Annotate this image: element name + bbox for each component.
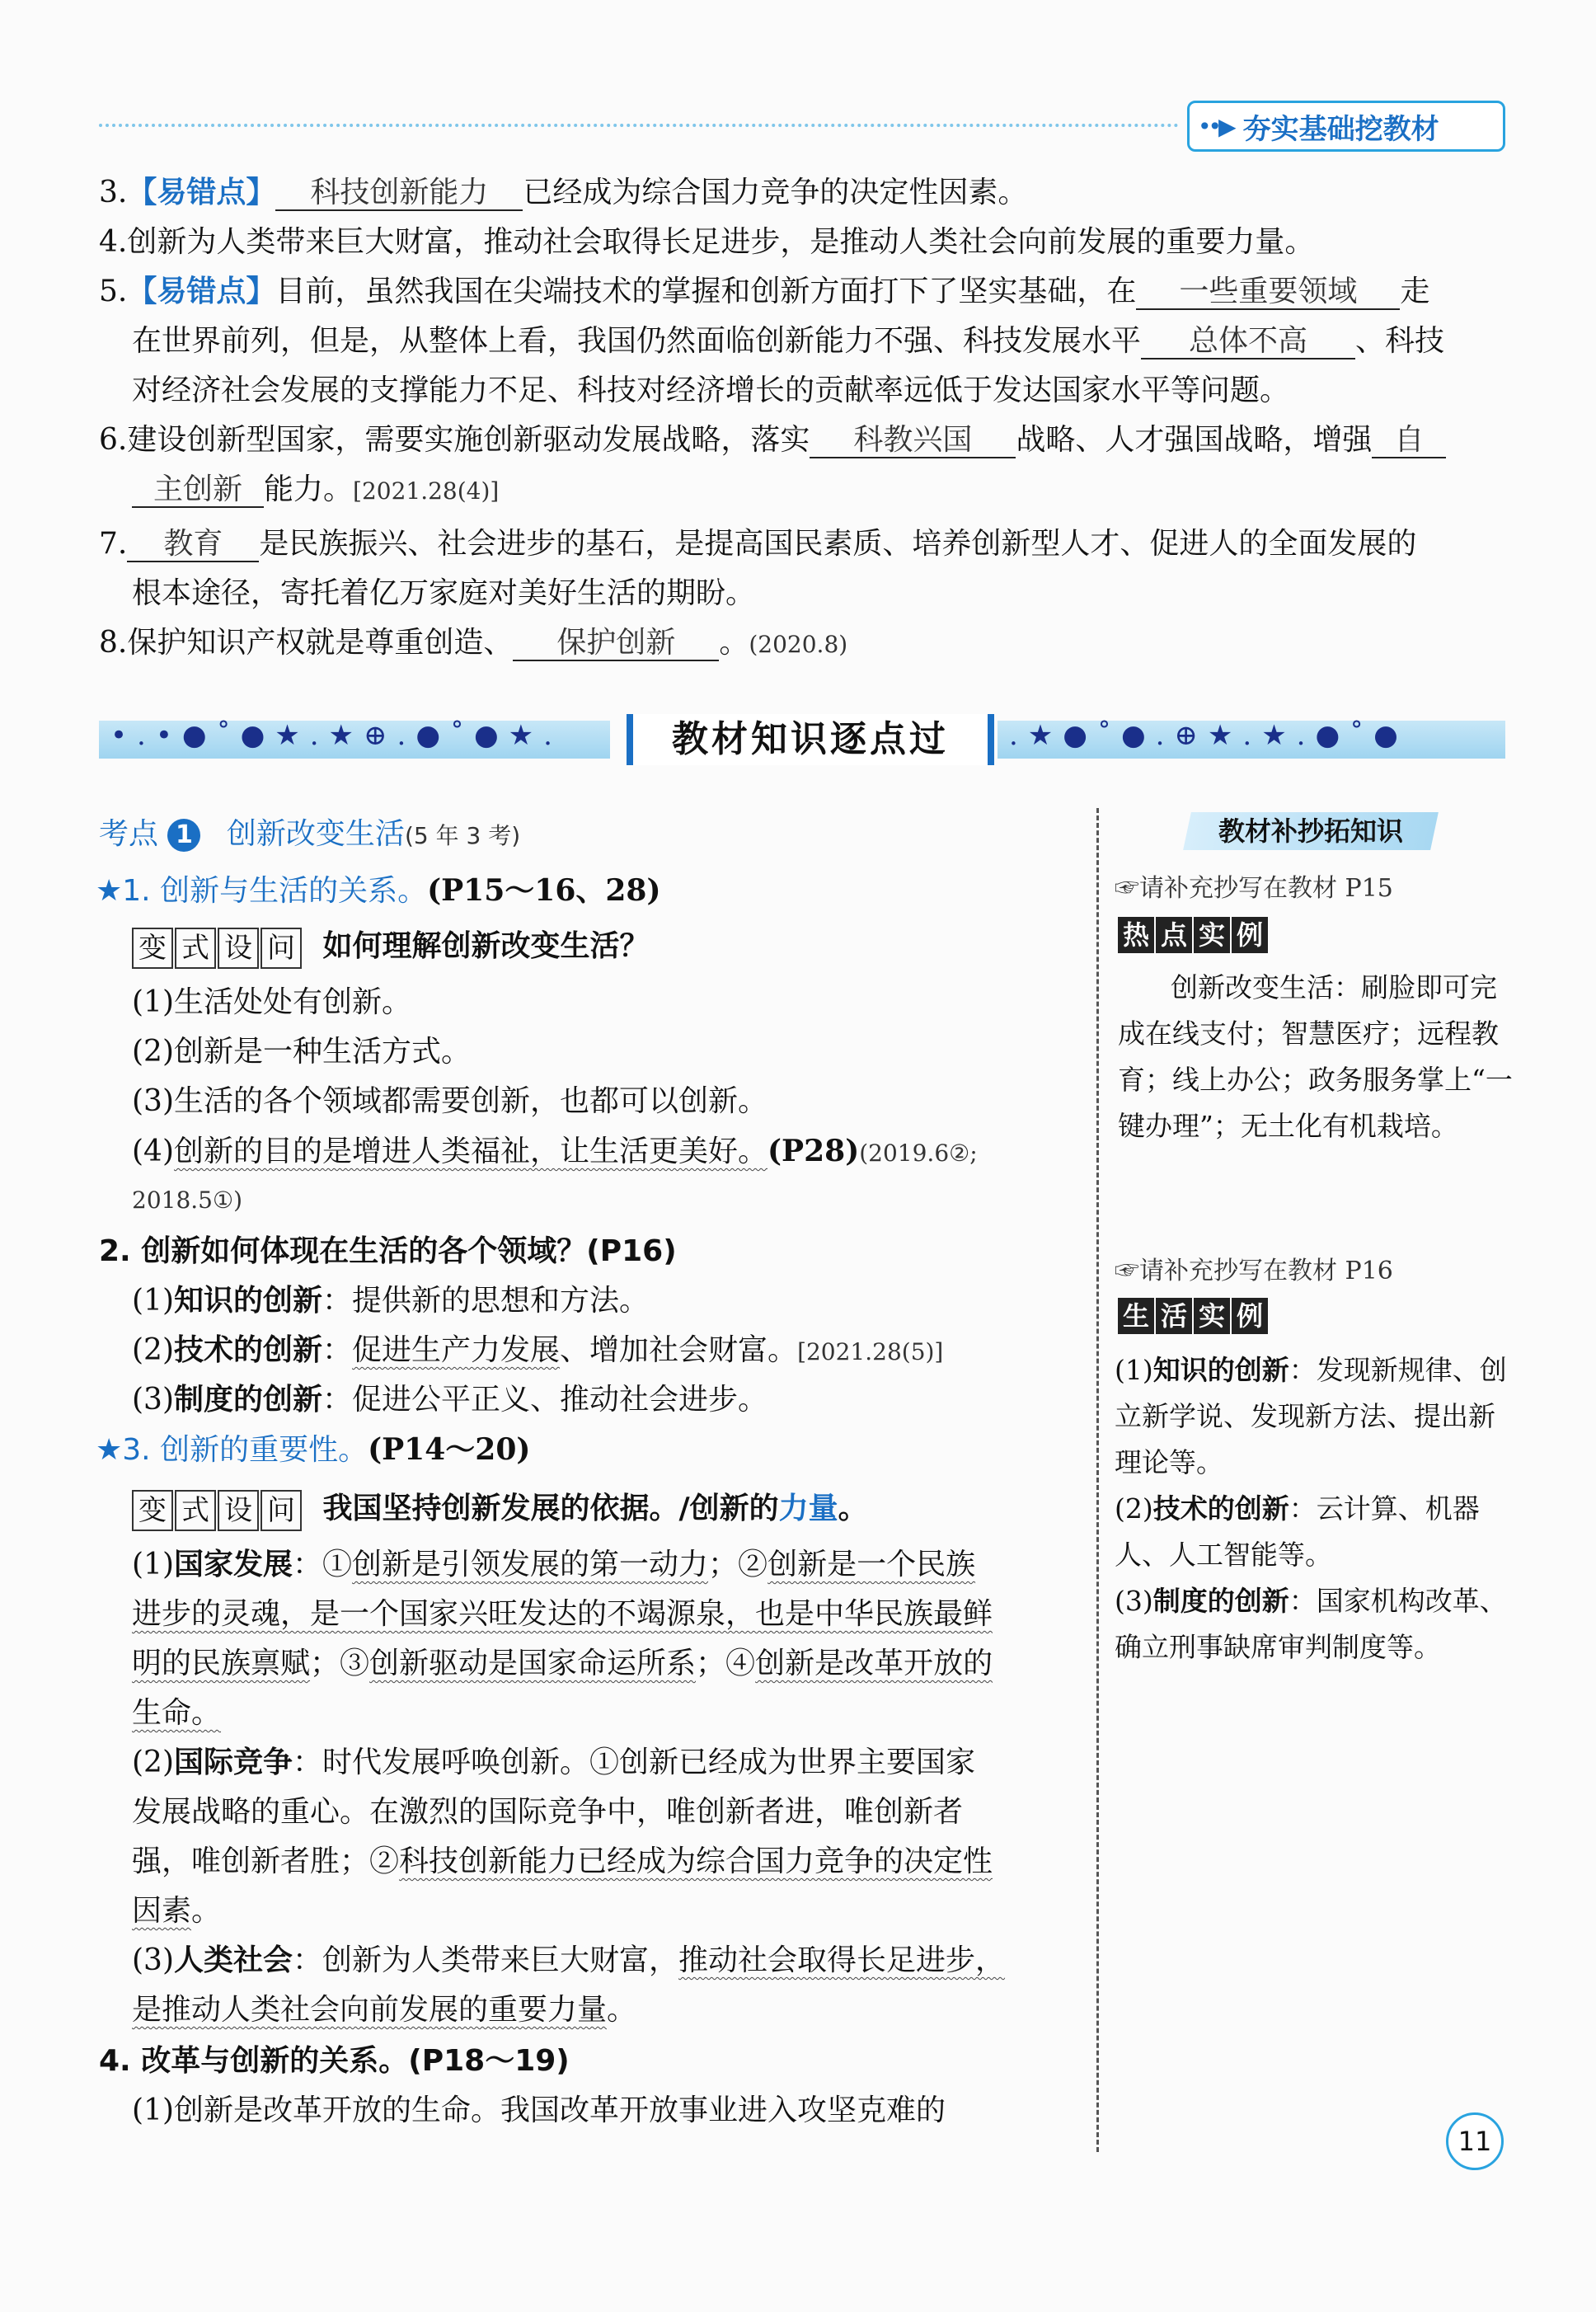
side-text: 理论等。 bbox=[1115, 1446, 1223, 1478]
s4-text: (1)创新是改革开放的生命。我国改革开放事业进入攻坚克难的 bbox=[132, 2093, 946, 2127]
side-text: 育；线上办公；政务服务掌上“一 bbox=[1118, 1064, 1513, 1096]
s2-item: (1)知识的创新：提供新的思想和方法。 bbox=[132, 1284, 650, 1318]
s1-item-cite: 2018.5①) bbox=[132, 1187, 242, 1214]
arrows-icon: ••▶ bbox=[1198, 112, 1233, 140]
s3-text: 明的民族禀赋；③创新驱动是国家命运所系；④创新是改革开放的 bbox=[132, 1647, 993, 1680]
side-text: 成在线支付；智慧医疗；远程教 bbox=[1118, 1017, 1499, 1050]
s2-item: (3)制度的创新：促进公平正义、推动社会进步。 bbox=[132, 1383, 768, 1417]
q8-line: 8.保护知识产权就是尊重创造、 保护创新 。(2020.8) bbox=[99, 626, 848, 660]
side-text: (1)知识的创新：发现新规律、创 bbox=[1115, 1354, 1507, 1386]
side-hint: ☞请补充抄写在教材 P15 bbox=[1115, 874, 1393, 903]
page-number: 11 bbox=[1446, 2112, 1504, 2170]
q6-line-2: 主创新 能力。[2021.28(4)] bbox=[132, 470, 499, 511]
s3-text: 强，唯创新者胜；②科技创新能力已经成为综合国力竞争的决定性 bbox=[132, 1844, 993, 1878]
s3-text: 生命。 bbox=[132, 1696, 222, 1730]
blank-answer: 自 bbox=[1372, 424, 1446, 458]
q3-line: 3.【易错点】 科技创新能力 已经成为综合国力竞争的决定性因素。 bbox=[99, 176, 1028, 209]
blank-answer: 主创新 bbox=[132, 473, 264, 508]
s3-heading: ★3. 创新的重要性。(P14～20) bbox=[96, 1432, 531, 1467]
q7-line-2: 根本途径，寄托着亿万家庭对美好生活的期盼。 bbox=[132, 576, 756, 610]
q5-line-2: 在世界前列，但是，从整体上看，我国仍然面临创新能力不强、科技发展水平 总体不高 、科技 bbox=[132, 324, 1445, 358]
blank-answer: 科技创新能力 bbox=[275, 176, 523, 211]
s4-heading: 4. 改革与创新的关系。(P18～19) bbox=[99, 2044, 570, 2078]
kaodian-number: 1 bbox=[167, 819, 200, 852]
column-divider bbox=[1096, 808, 1099, 2152]
q5-line-3: 对经济社会发展的支撑能力不足、科技对经济增长的贡献率远低于发达国家水平等问题。 bbox=[132, 374, 1290, 407]
section-banner bbox=[99, 714, 1505, 765]
s3-text: (1)国家发展：①创新是引领发展的第一动力；②创新是一个民族 bbox=[132, 1548, 976, 1581]
q5-line-1: 5.【易错点】目前，虽然我国在尖端技术的掌握和创新方面打下了坚实基础，在 一些重要领域 走 bbox=[99, 275, 1430, 308]
blank-answer: 科教兴国 bbox=[810, 424, 1016, 458]
side-text: 确立刑事缺席审判制度等。 bbox=[1115, 1631, 1441, 1663]
s3-text: (3)人类社会：创新为人类带来巨大财富，推动社会取得长足进步， bbox=[132, 1943, 1006, 1977]
banner-decoration-right: .★●˚●.⊕★.★.●˚● bbox=[998, 721, 1505, 759]
q4-line: 4.创新为人类带来巨大财富，推动社会取得长足进步，是推动人类社会向前发展的重要力量。 bbox=[99, 225, 1315, 259]
side-text: 键办理”；无土化有机栽培。 bbox=[1118, 1110, 1458, 1142]
section-tag bbox=[1187, 101, 1505, 152]
blank-answer: 保护创新 bbox=[513, 627, 719, 661]
side-text: 人、人工智能等。 bbox=[1115, 1539, 1332, 1571]
side-text: (2)技术的创新：云计算、机器 bbox=[1115, 1492, 1480, 1525]
blank-answer: 一些重要领域 bbox=[1136, 275, 1400, 310]
s3-question: 变 式 设 问 我国坚持创新发展的依据。/创新的力量。 bbox=[132, 1489, 868, 1531]
header-dotted-rule bbox=[99, 124, 1179, 127]
hot-example-tag: 热 点 实 例 bbox=[1118, 917, 1268, 953]
s3-text: 是推动人类社会向前发展的重要力量。 bbox=[132, 1993, 637, 2027]
s1-item: (2)创新是一种生活方式。 bbox=[132, 1035, 471, 1069]
s1-item: (4)创新的目的是增进人类福祉，让生活更美好。(P28)(2019.6②; bbox=[132, 1134, 978, 1168]
side-text: 立新学说、发现新方法、提出新 bbox=[1115, 1400, 1495, 1432]
blank-answer: 总体不高 bbox=[1141, 325, 1355, 359]
side-text: 创新改变生活：刷脸即可完 bbox=[1171, 971, 1497, 1003]
s2-heading: 2. 创新如何体现在生活的各个领域？(P16) bbox=[99, 1234, 677, 1268]
life-example-tag: 生 活 实 例 bbox=[1118, 1298, 1268, 1334]
q6-line-1: 6.建设创新型国家，需要实施创新驱动发展战略，落实 科教兴国 战略、人才强国战略，增强 自 bbox=[99, 421, 1446, 460]
side-panel-tag: 教材补抄拓知识 bbox=[1183, 812, 1439, 850]
side-text: (3)制度的创新：国家机构改革、 bbox=[1115, 1585, 1507, 1617]
star-icon: ★ bbox=[96, 1433, 123, 1467]
kaodian-heading: 考点 1 创新改变生活(5 年 3 考) bbox=[99, 817, 521, 851]
s1-heading: ★1. 创新与生活的关系。(P15～16、28) bbox=[96, 873, 661, 908]
banner-title: 教材知识逐点过 bbox=[627, 714, 994, 765]
s3-text: (2)国际竞争：时代发展呼唤创新。①创新已经成为世界主要国家 bbox=[132, 1746, 976, 1779]
s3-text: 发展战略的重心。在激烈的国际竞争中，唯创新者进，唯创新者 bbox=[132, 1795, 964, 1829]
section-tag-label: 夯实基础挖教材 bbox=[1242, 112, 1439, 146]
s3-text: 因素。 bbox=[132, 1894, 222, 1928]
s1-item: (3)生活的各个领域都需要创新，也都可以创新。 bbox=[132, 1084, 767, 1118]
star-icon: ★ bbox=[96, 874, 123, 908]
banner-decoration-left: •.•●˚●★.★⊕.●˚●★. bbox=[99, 721, 610, 759]
s1-question: 变 式 设 问 如何理解创新改变生活？ bbox=[132, 927, 649, 969]
side-hint: ☞请补充抄写在教材 P16 bbox=[1115, 1257, 1393, 1285]
s3-text: 进步的灵魂，是一个国家兴旺发达的不竭源泉，也是中华民族最鲜 bbox=[132, 1597, 993, 1631]
s2-item: (2)技术的创新：促进生产力发展、增加社会财富。[2021.28(5)] bbox=[132, 1333, 944, 1367]
q7-line-1: 7. 教育 是民族振兴、社会进步的基石，是提高国民素质、培养创新型人才、促进人的全面发展的 bbox=[99, 527, 1417, 561]
s1-item: (1)生活处处有创新。 bbox=[132, 985, 411, 1019]
blank-answer: 教育 bbox=[127, 528, 259, 562]
